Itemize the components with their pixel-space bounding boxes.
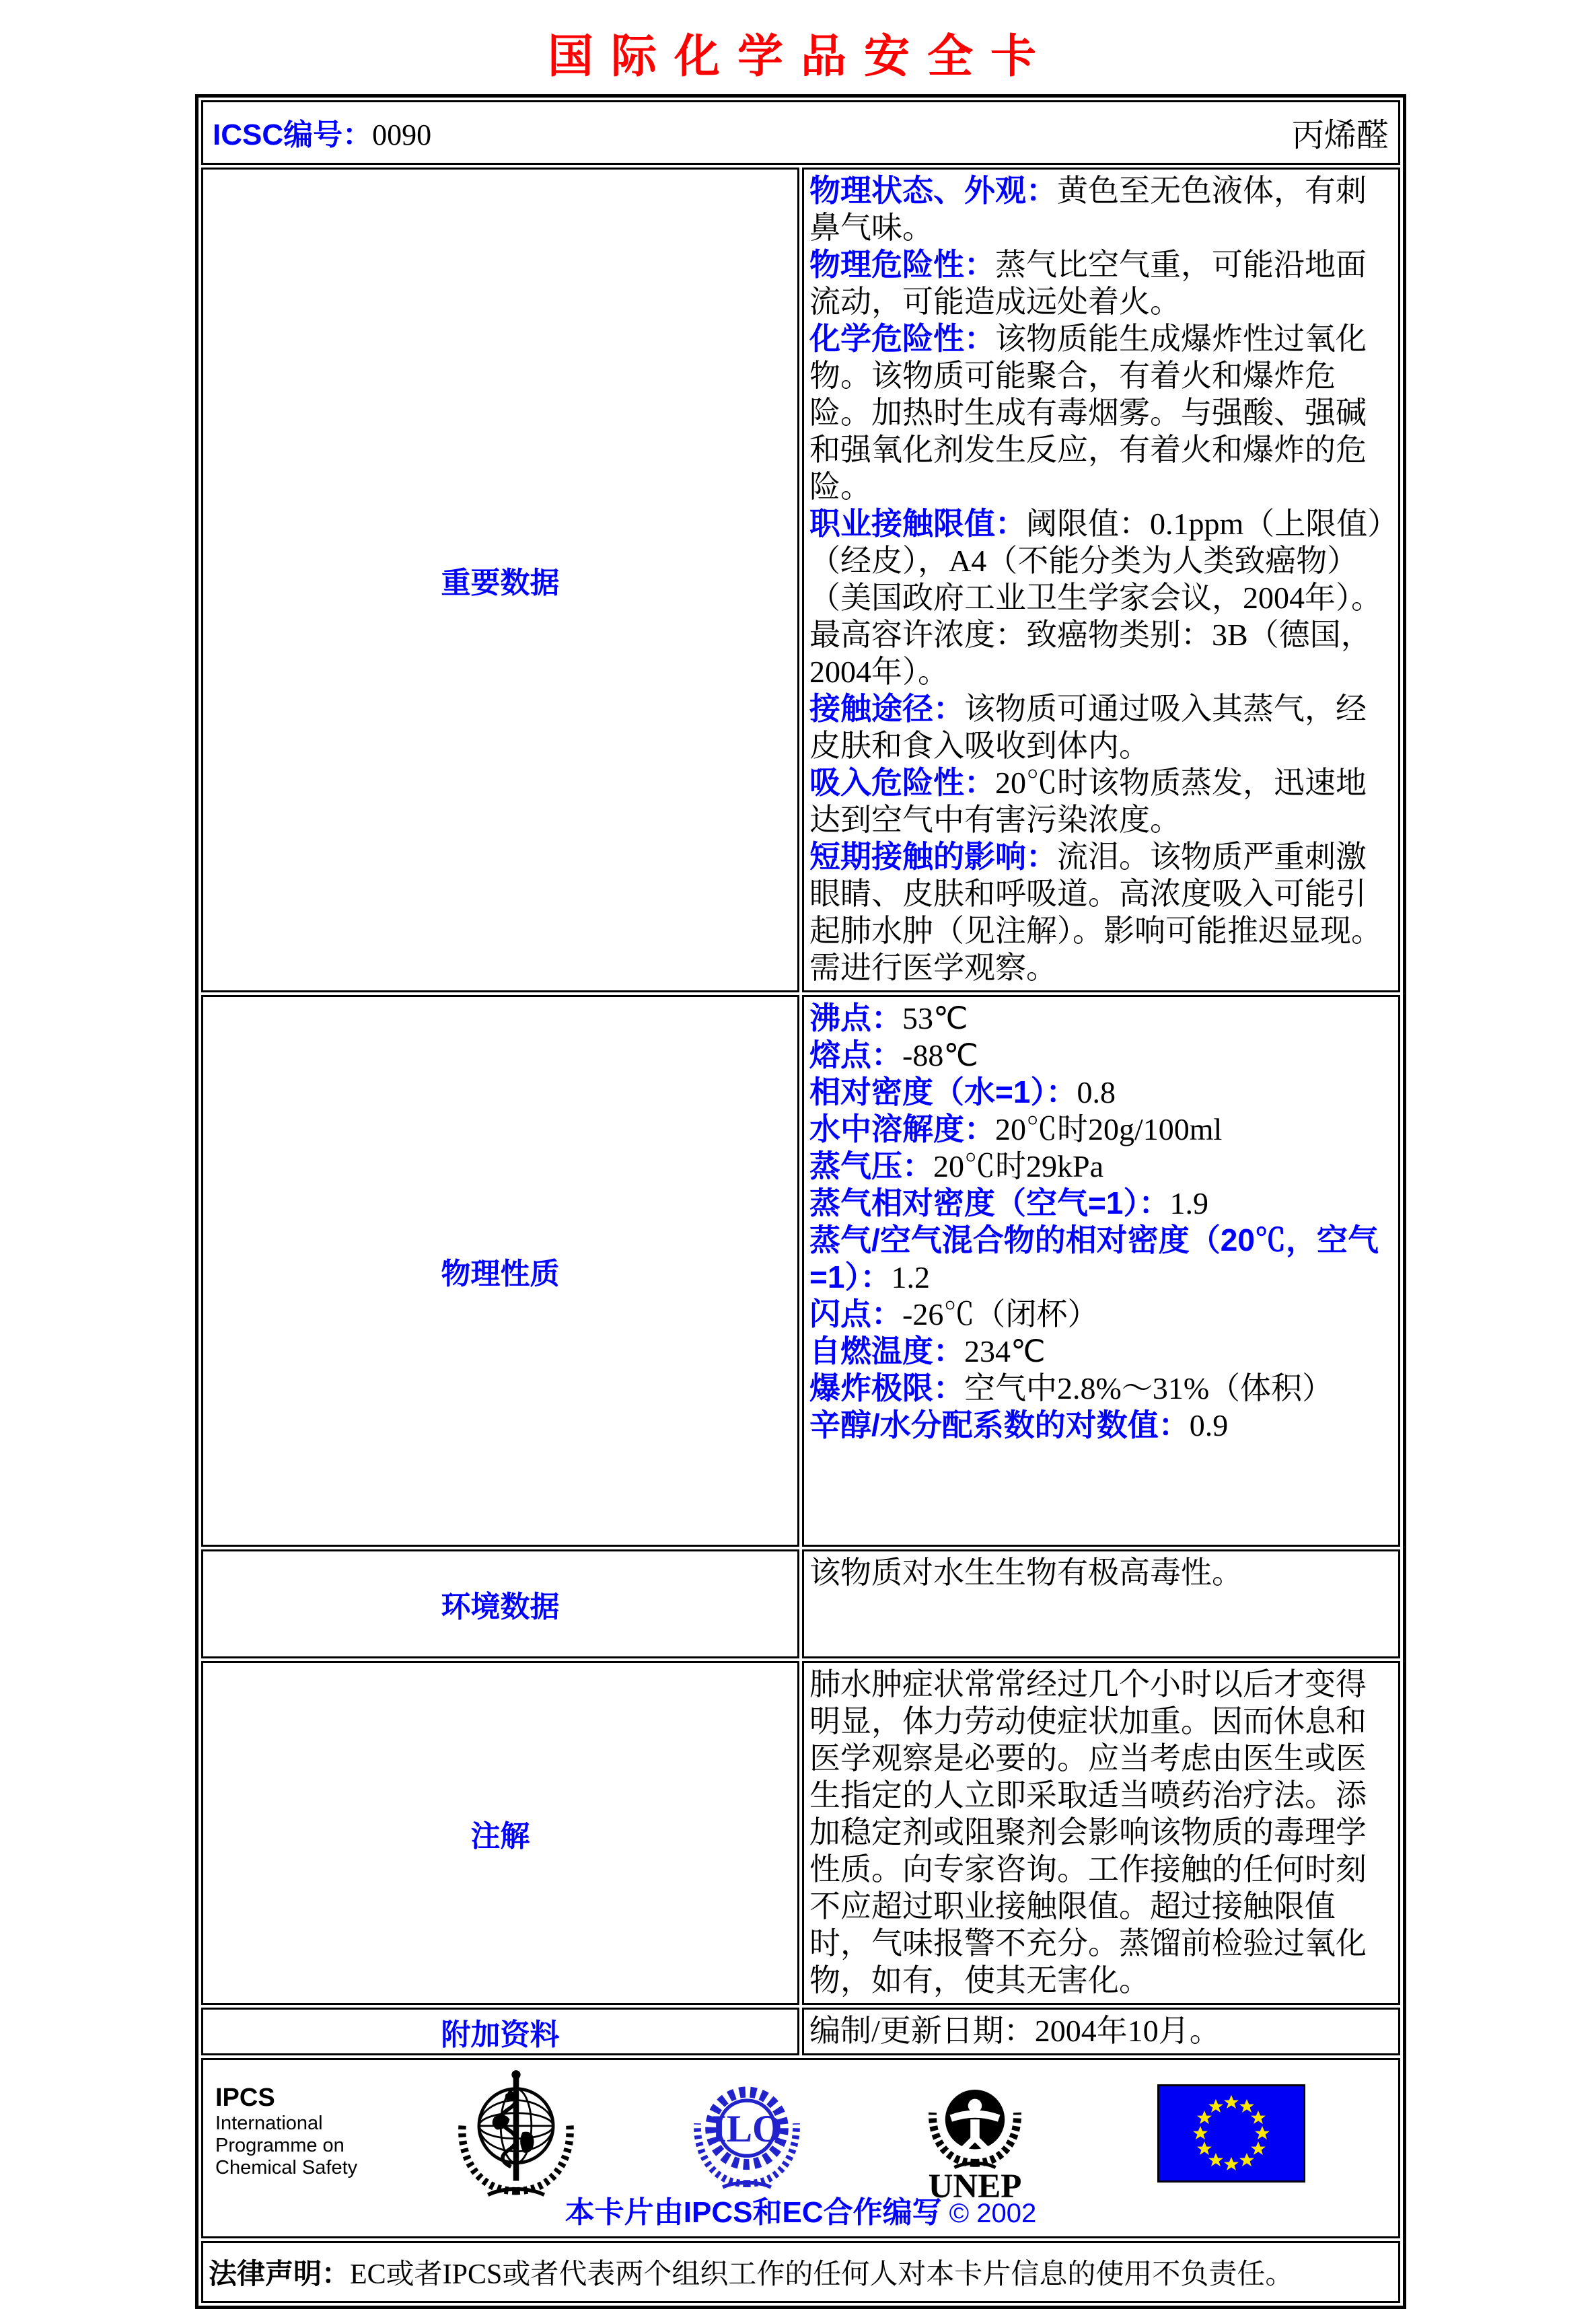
logos-cell	[201, 2058, 1400, 2238]
ipcs-acronym: IPCS	[215, 2084, 275, 2112]
prop-vapor-air-mixture-density: 蒸气/空气混合物的相对密度（20℃，空气=1）：1.2	[809, 1222, 1379, 1294]
environmental-data-row-label: 环境数据	[441, 1590, 560, 1623]
environmental-data-label-cell	[201, 1549, 799, 1658]
additional-info-row-label: 附加资料	[441, 2018, 560, 2051]
page-title: 国际化学品安全卡	[547, 31, 1054, 82]
footer-caption-text: 本卡片由IPCS和EC合作编写	[565, 2196, 942, 2229]
ipcs-line3: Chemical Safety	[215, 2157, 358, 2178]
footer-copyright: © 2002	[949, 2199, 1037, 2228]
icsc-table	[195, 94, 1406, 2309]
prop-octanol-water-partition: 辛醇/水分配系数的对数值：0.9	[809, 1407, 1229, 1442]
ipcs-text-block	[215, 2083, 357, 2179]
chemical-name: 丙烯醛	[1291, 117, 1389, 153]
additional-info-label-cell	[201, 2008, 799, 2055]
legal-row	[201, 2241, 1400, 2303]
ilo-logo-icon	[686, 2078, 807, 2193]
header-row	[201, 100, 1400, 165]
logos-row	[201, 2058, 1400, 2238]
important-data-row	[201, 168, 1400, 992]
prop-autoignition-temperature: 自燃温度：234℃	[809, 1333, 1046, 1368]
footer-caption	[203, 2188, 1398, 2231]
icsc-number-group	[213, 110, 431, 153]
physical-properties-row-label: 物理性质	[441, 1257, 560, 1290]
field-chemical-danger: 化学危险性：该物质能生成爆炸性过氧化物。该物质可能聚合，有着火和爆炸危险。加热时生成有毒烟雾。与强酸、强碱和强氧化剂发生反应，有着火和爆炸的危险。	[809, 321, 1367, 504]
prop-melting-point: 熔点：-88℃	[809, 1037, 978, 1072]
svg-text:ILO: ILO	[711, 2107, 783, 2150]
important-data-label-cell	[201, 168, 799, 992]
notes-label-cell	[201, 1661, 799, 2005]
ipcs-line1: International	[215, 2113, 323, 2134]
environmental-data-row	[201, 1549, 1400, 1658]
prop-water-solubility: 水中溶解度：20℃时20g/100ml	[809, 1111, 1223, 1146]
header-cell	[201, 100, 1400, 165]
field-inhalation-risk: 吸入危险性：20℃时该物质蒸发，迅速地达到空气中有害污染浓度。	[809, 765, 1367, 837]
prop-relative-density: 相对密度（水=1）：0.8	[809, 1074, 1116, 1109]
prop-flash-point: 闪点：-26℃（闭杯）	[809, 1296, 1099, 1331]
ipcs-line2: Programme on	[215, 2135, 344, 2156]
physical-properties-row	[201, 995, 1400, 1547]
field-short-term-effects: 短期接触的影响：流泪。该物质严重刺激眼睛、皮肤和呼吸道。高浓度吸入可能引起肺水肿（见注解）。影响可能推迟显现。需进行医学观察。	[809, 839, 1382, 985]
field-exposure-route: 接触途径：该物质可通过吸入其蒸气，经皮肤和食入吸收到体内。	[809, 691, 1367, 763]
prop-vapor-pressure: 蒸气压：20℃时29kPa	[809, 1148, 1103, 1183]
physical-properties-label-cell	[201, 995, 799, 1547]
field-physical-danger: 物理危险性：蒸气比空气重，可能沿地面流动，可能造成远处着火。	[809, 247, 1367, 319]
icsc-number-value: 0090	[372, 118, 432, 151]
legal-label: 法律声明：	[209, 2258, 351, 2289]
notes-text: 肺水肿症状常常经过几个小时以后才变得明显，体力劳动使症状加重。因而休息和医学观察是必要的。应当考虑由医生或医生指定的人立即采取适当喷药治疗法。添加稳定剂或阻聚剂会影响该物质的毒理学性质。向专家咨询。工作接触的任何时刻不应超过职业接触限值。超过接触限值时，气味报警不充分。蒸馏前检验过氧化物，如有，使其无害化。	[809, 1667, 1367, 1998]
unep-label: UNEP	[928, 2167, 1022, 2205]
important-data-row-label: 重要数据	[441, 566, 560, 599]
important-data-content	[802, 168, 1400, 992]
eu-flag-icon	[1157, 2084, 1305, 2183]
physical-properties-content	[802, 995, 1400, 1547]
prop-boiling-point: 沸点：53℃	[809, 1000, 968, 1035]
notes-row-label: 注解	[470, 1819, 530, 1853]
prop-vapor-density: 蒸气相对密度（空气=1）：1.9	[809, 1185, 1208, 1220]
additional-info-content	[802, 2008, 1400, 2055]
prop-explosive-limits: 爆炸极限：空气中2.8%～31%（体积）	[809, 1370, 1334, 1405]
notes-content	[802, 1661, 1400, 2005]
legal-cell	[201, 2241, 1400, 2303]
legal-text: EC或者IPCS或者代表两个组织工作的任何人对本卡片信息的使用不负责任。	[350, 2259, 1294, 2290]
who-logo-icon	[452, 2068, 580, 2203]
unep-logo-icon	[918, 2074, 1032, 2205]
environmental-data-content	[802, 1549, 1400, 1658]
field-physical-state: 物理状态、外观：黄色至无色液体，有刺鼻气味。	[809, 173, 1367, 245]
icsc-number-label: ICSC编号：	[213, 118, 373, 151]
additional-info-row	[201, 2008, 1400, 2055]
environmental-data-text: 该物质对水生生物有极高毒性。	[809, 1555, 1243, 1590]
field-exposure-limit: 职业接触限值：阈限值：0.1ppm（上限值）（经皮），A4（不能分类为人类致癌物）（美国政府工业卫生学家会议，2004年）。最高容许浓度：致癌物类别：3B（德国，2004年）。	[809, 506, 1383, 689]
notes-row	[201, 1661, 1400, 2005]
additional-info-text: 编制/更新日期：2004年10月。	[809, 2014, 1221, 2048]
